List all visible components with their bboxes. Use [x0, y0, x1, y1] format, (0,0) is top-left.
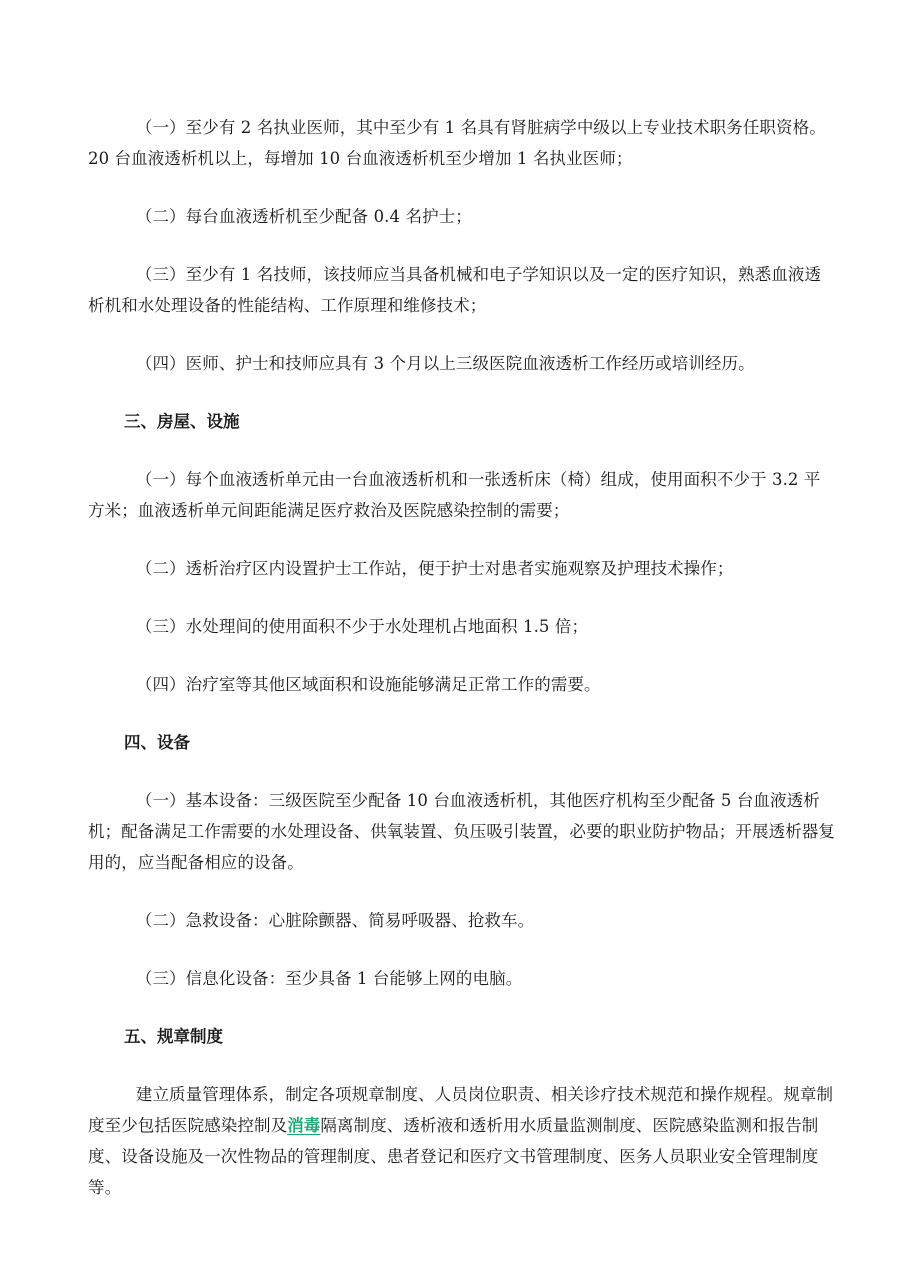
paragraph-staff-nurses: （二）每台血液透析机至少配备 0.4 名护士； [135, 207, 472, 226]
paragraph-nurse-station: （二）透析治疗区内设置护士工作站，便于护士对患者实施观察及护理技术操作； [135, 559, 734, 578]
disinfection-link[interactable]: 消毒 [287, 1116, 321, 1135]
regulations-text-after: 隔离制度、透析液和透析用水质量监测制度、医院感染监测和报告制度、设备设施及一次性物品的管理制度、患者登记和医疗文书管理制度、医务人员职业安全管理制度等。 [88, 1116, 819, 1197]
paragraph-staff-physicians: （一）至少有 2 名执业医师，其中至少有 1 名具有肾脏病学中级以上专业技术职务任职资格。20 台血液透析机以上，每增加 10 台血液透析机至少增加 1 名执业医师； [88, 118, 826, 168]
paragraph-staff-experience: （四）医师、护士和技师应具有 3 个月以上三级医院血液透析工作经历或培训经历。 [135, 354, 755, 373]
paragraph-regulations [88, 1079, 836, 1203]
document-page [88, 112, 836, 1230]
paragraph-treatment-room: （四）治疗室等其他区域面积和设施能够满足正常工作的需要。 [135, 675, 601, 694]
paragraph-basic-equipment: （一）基本设备：三级医院至少配备 10 台血液透析机，其他医疗机构至少配备 5 台血液透析机；配备满足工作需要的水处理设备、供氧装置、负压吸引装置，必要的职业防护物品；开展透析器复用的，应当配备相应的设备。 [88, 791, 835, 872]
section-heading-facilities: 三、房屋、设施 [124, 412, 240, 431]
paragraph-it-equipment: （三）信息化设备：至少具备 1 台能够上网的电脑。 [135, 969, 523, 988]
paragraph-dialysis-unit: （一）每个血液透析单元由一台血液透析机和一张透析床（椅）组成，使用面积不少于 3.2 平方米；血液透析单元间距能满足医疗救治及医院感染控制的需要； [88, 470, 821, 520]
regulations-text-before: 建立质量管理体系，制定各项规章制度、人员岗位职责、相关诊疗技术规范和操作规程。规章制度至少包括医院感染控制及 [88, 1085, 834, 1135]
paragraph-staff-technician: （三）至少有 1 名技师，该技师应当具备机械和电子学知识以及一定的医疗知识，熟悉血液透析机和水处理设备的性能结构、工作原理和维修技术； [88, 265, 822, 315]
section-heading-regulations: 五、规章制度 [124, 1027, 223, 1046]
section-heading-equipment: 四、设备 [124, 733, 190, 752]
paragraph-emergency-equipment: （二）急救设备：心脏除颤器、简易呼吸器、抢救车。 [135, 911, 535, 930]
paragraph-water-room: （三）水处理间的使用面积不少于水处理机占地面积 1.5 倍； [135, 617, 589, 636]
